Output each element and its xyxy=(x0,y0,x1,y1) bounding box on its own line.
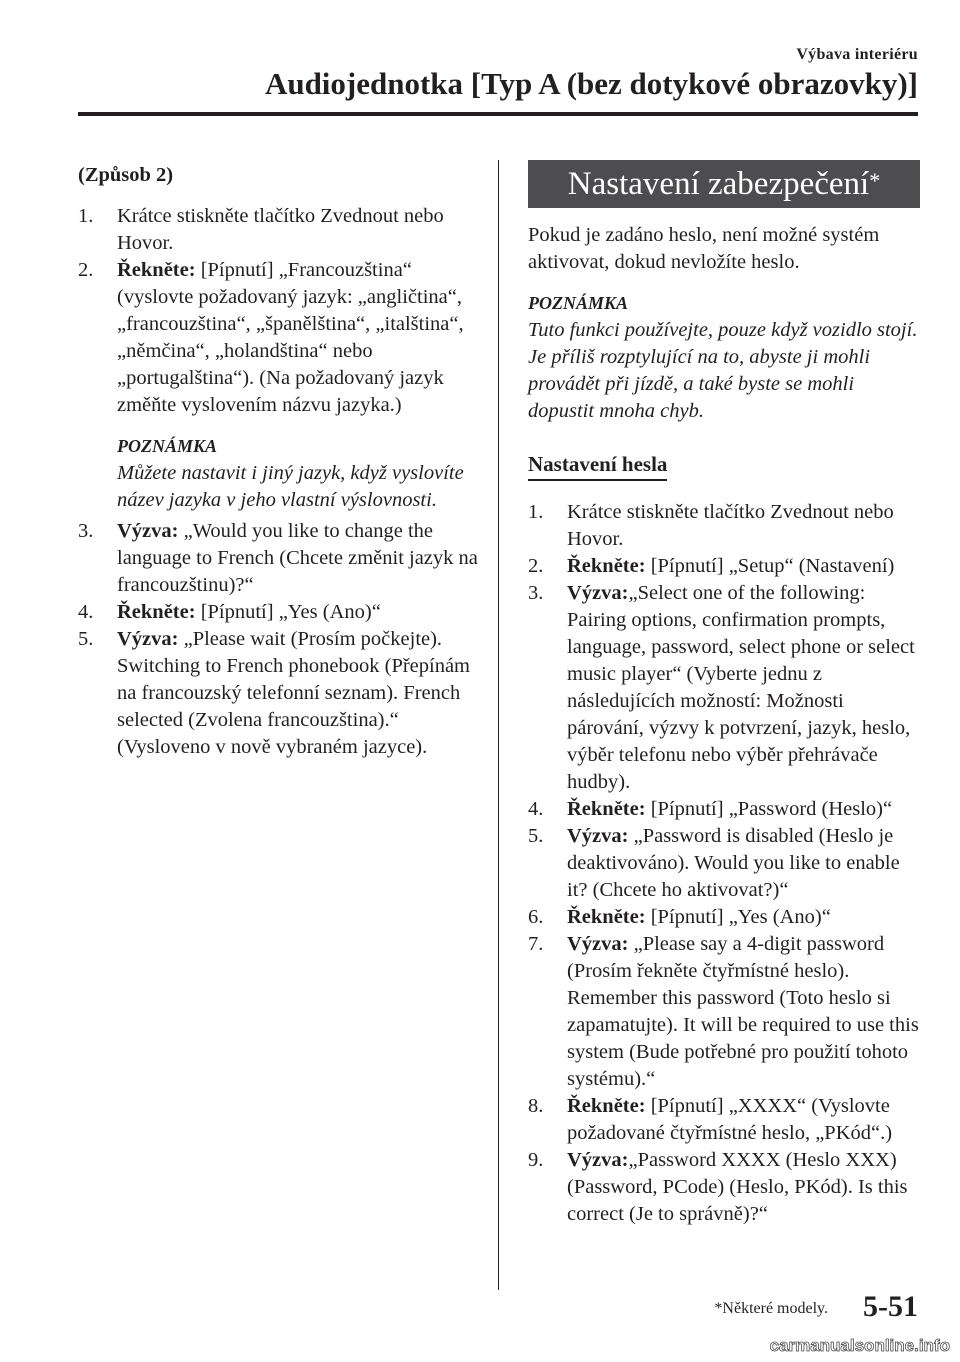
section-banner-title: Nastavení zabezpečení xyxy=(567,165,870,202)
step-number: 4. xyxy=(78,601,94,623)
step-label: Výzva: xyxy=(117,628,179,650)
step-item xyxy=(528,1093,920,1147)
subheading: Nastavení hesla xyxy=(528,451,667,481)
step-label: Výzva: xyxy=(567,825,629,847)
step-number: 2. xyxy=(528,555,544,577)
step-text: [Pípnutí] „Yes (Ano)“ xyxy=(645,906,831,928)
step-text: Krátce stiskněte tlačítko Zvednout nebo Hovor. xyxy=(117,205,444,254)
intro-paragraph: Pokud je zadáno heslo, není možné systém aktivovat, dokud nevložíte heslo. xyxy=(528,224,880,273)
step-number: 8. xyxy=(528,1095,544,1117)
step-item xyxy=(528,499,920,553)
step-label: Výzva: xyxy=(117,520,179,542)
header-rule xyxy=(78,112,918,116)
step-item xyxy=(78,203,483,257)
step-number: 5. xyxy=(528,825,544,847)
step-number: 9. xyxy=(528,1149,544,1171)
step-label: Řekněte: xyxy=(567,906,646,928)
step-label: Řekněte: xyxy=(567,555,646,577)
step-text: [Pípnutí] „XXXX“ (Vyslovte požadované čtyřmístné heslo, „PKód“.) xyxy=(567,1095,893,1144)
step-number: 3. xyxy=(528,582,544,604)
step-label: Řekněte: xyxy=(117,601,196,623)
note-block xyxy=(78,433,483,514)
step-label: Řekněte: xyxy=(567,1095,646,1117)
header-section: Výbava interiéru xyxy=(796,46,918,63)
page-number: 5-51 xyxy=(863,1290,918,1323)
right-column xyxy=(528,160,920,1228)
step-item xyxy=(78,257,483,419)
step-number: 2. xyxy=(78,259,94,281)
step-text: Krátce stiskněte tlačítko Zvednout nebo Hovor. xyxy=(567,501,894,550)
method-heading: (Způsob 2) xyxy=(78,164,174,186)
note-title: POZNÁMKA xyxy=(528,293,629,313)
step-text: [Pípnutí] „Francouzština“ (vyslovte požadovaný jazyk: „angličtina“, „francouzština“, „španělština“, „italština“, „němčina“, „holandština“ nebo „portugalština“). (Na požadovaný jazyk změňte vyslovením názvu jazyka.) xyxy=(117,259,464,416)
note-title: POZNÁMKA xyxy=(117,436,218,456)
step-text: „Password XXXX (Heslo XXX) (Password, PCode) (Heslo, PKód). Is this correct (Je to správně)?“ xyxy=(567,1149,908,1225)
step-item xyxy=(528,1147,920,1228)
section-banner xyxy=(528,160,920,208)
step-label: Výzva: xyxy=(567,1149,629,1171)
step-item xyxy=(78,626,483,761)
step-number: 5. xyxy=(78,628,94,650)
step-label: Výzva: xyxy=(567,582,629,604)
step-number: 3. xyxy=(78,520,94,542)
step-number: 7. xyxy=(528,933,544,955)
note-text: Tuto funkci používejte, pouze když vozidlo stojí. Je příliš rozptylující na to, abyste ji mohli provádět při jízdě, a také byste se mohli dopustit mnoha chyb. xyxy=(528,319,918,422)
step-text: „Would you like to change the language to French (Chcete změnit jazyk na francouzštinu)?“ xyxy=(117,520,478,596)
step-text: [Pípnutí] „Password (Heslo)“ xyxy=(645,798,893,820)
step-text: „Please wait (Prosím počkejte). Switching to French phonebook (Přepínám na francouzský telefonní seznam). French selected (Zvolena francouzština).“ (Vysloveno v nově vybraném jazyce). xyxy=(117,628,471,758)
step-label: Výzva: xyxy=(567,933,629,955)
step-text: [Pípnutí] „Setup“ (Nastavení) xyxy=(645,555,895,577)
section-banner-mark: * xyxy=(869,167,881,193)
step-item xyxy=(528,580,920,796)
note-block xyxy=(528,290,920,425)
step-text: „Please say a 4-digit password (Prosím řekněte čtyřmístné heslo). Remember this password (Toto heslo si zapamatujte). It will be required to use this system (Bude potřebné pro použití tohoto systému).“ xyxy=(567,933,919,1090)
step-item xyxy=(528,796,920,823)
note-text: Můžete nastavit i jiný jazyk, když vyslovíte název jazyka v jeho vlastní výslovnosti. xyxy=(117,462,464,511)
step-text: „Password is disabled (Heslo je deaktivováno). Would you like to enable it? (Chcete ho aktivovat?)“ xyxy=(567,825,900,901)
step-item xyxy=(528,823,920,904)
step-number: 1. xyxy=(78,205,94,227)
column-divider xyxy=(498,160,499,1290)
step-item xyxy=(528,553,920,580)
watermark: carmanualsonline.info xyxy=(769,1336,950,1355)
step-number: 6. xyxy=(528,906,544,928)
step-item xyxy=(528,904,920,931)
step-label: Řekněte: xyxy=(567,798,646,820)
left-column xyxy=(78,160,483,761)
page-title: Audiojednotka [Typ A (bez dotykové obrazovky)] xyxy=(264,66,918,101)
step-item xyxy=(528,931,920,1093)
step-number: 1. xyxy=(528,501,544,523)
step-item xyxy=(78,518,483,599)
step-text: „Select one of the following: Pairing options, confirmation prompts, language, password, select phone or select music player“ (Vyberte jednu z následujících možností: Možnosti párování, výzvy k potvrzení, jazyk, heslo, výběr telefonu nebo výběr přehrávače hudby). xyxy=(567,582,915,793)
step-label: Řekněte: xyxy=(117,259,196,281)
footnote: *Některé modely. xyxy=(714,1300,828,1317)
step-number: 4. xyxy=(528,798,544,820)
step-text: [Pípnutí] „Yes (Ano)“ xyxy=(195,601,381,623)
step-item xyxy=(78,599,483,626)
